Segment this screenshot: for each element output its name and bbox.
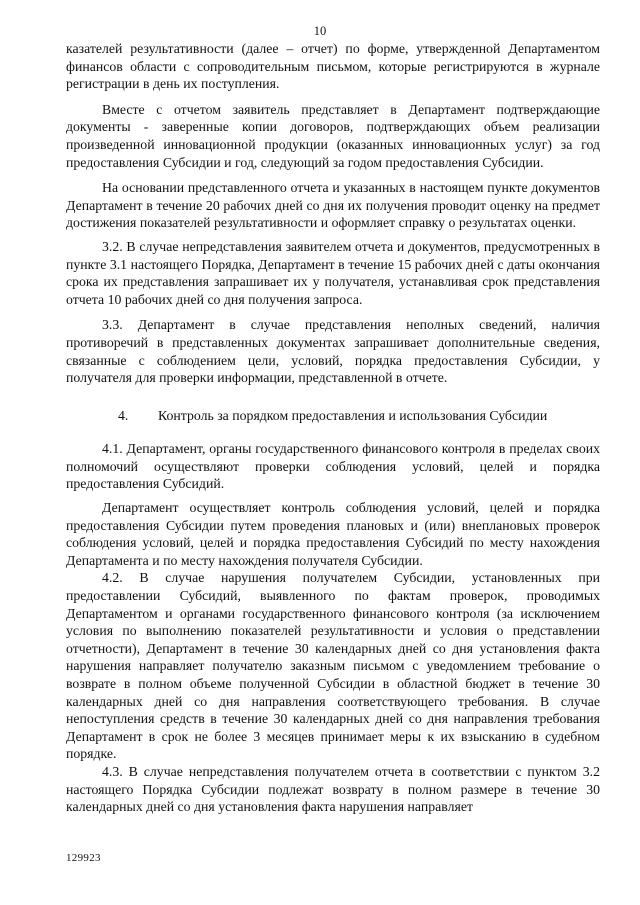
page-number: 10 [313,24,327,38]
section-heading-number: 4. [118,407,129,423]
paragraph: Вместе с отчетом заявитель представляет в Департамент подтверждающие документы - заверенные копии договоров, подтверждающих объем реализации произведенной инновационной продукции (оказанных инновационных услуг) за год предоставления Субсидии и год, следующий за годом предоставления Субсидии. [66,101,600,170]
paragraph: Департамент осуществляет контроль соблюдения условий, целей и порядка предоставления Субсидии путем проведения плановых и (или) внеплановых проверок соблюдения условий, целей и порядка предоставления Субсидий по месту нахождения Департамента и по месту нахождения получателя Субсидии. [66,500,600,568]
paragraph: 4.3. В случае непредставления получателем отчета в соответствии с пунктом 3.2 настоящего Порядка Субсидии подлежат возврату в полном размере в течение 30 календарных дней со дня установления факта нарушения направляет [66,763,600,815]
document-body [66,40,600,816]
paragraph: 3.2. В случае непредставления заявителем отчета и документов, предусмотренных в пункте 3.1 настоящего Порядка, Департамент в течение 15 рабочих дней с даты окончания срока их представления запрашивает их у получателя, устанавливая срок представления отчета 10 рабочих дней со дня получения запроса. [66,238,600,307]
paragraph: 4.1. Департамент, органы государственного финансового контроля в пределах своих полномочий осуществляют проверки соблюдения условий, целей и порядка предоставления Субсидий. [66,441,600,492]
paragraph: На основании представленного отчета и указанных в настоящем пункте документов Департамент в течение 20 рабочих дней со дня их получения проводит оценку на предмет достижения показателей результативности и оформляет справку о результатах оценки. [66,180,600,231]
paragraph: 4.2. В случае нарушения получателем Субсидии, установленных при предоставлении Субсидий, выявленного по фактам проверок, проводимых Департаментом и органами государственного финансового контроля (за исключением условия по выполнению показателей результативности и условия о представлении отчетности), Департамент в течение 30 календарных дней со дня установления факта нарушения направляет получателю заказным письмом с уведомлением требование о возврате в полном объеме полученной Субсидии в областной бюджет в течение 30 календарных дней со дня направления соответствующего требования. В случае непоступления средств в течение 30 календарных дней со дня направления требования Департамент в срок не более 3 месяцев принимает меры к их взысканию в судебном порядке. [66,570,600,762]
document-id: 129923 [66,852,101,864]
section-heading-title: Контроль за порядком предоставления и использования Субсидии [158,407,548,423]
paragraph: казателей результативности (далее – отчет) по форме, утвержденной Департаментом финансов области с сопроводительным письмом, которые регистрируются в журнале регистрации в день их поступления. [66,41,600,92]
section-heading [66,407,600,425]
paragraph: 3.3. Департамент в случае представления неполных сведений, наличия противоречий в представленных документах запрашивает дополнительные сведения, связанные с соблюдением цели, условий, порядка предоставления Субсидии, у получателя для проверки информации, представленной в отчете. [66,317,600,386]
